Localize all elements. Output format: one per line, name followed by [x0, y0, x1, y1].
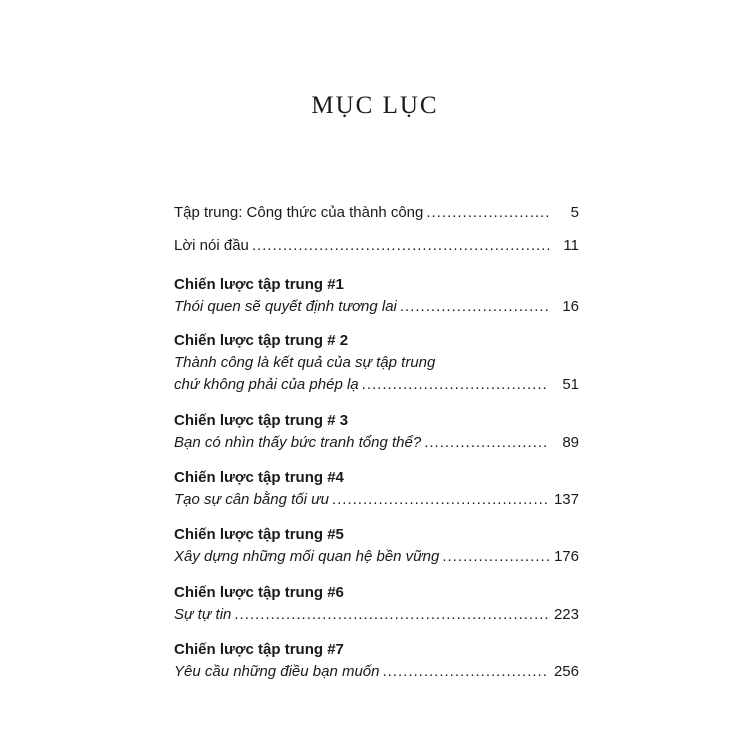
toc-entry-title: Tập trung: Công thức của thành công: [174, 204, 424, 221]
toc-entry-strategy-6: [174, 582, 579, 626]
page-number: 137: [553, 491, 579, 508]
toc-entry-title: Sự tự tin: [174, 606, 232, 623]
dot-leader: [383, 661, 550, 683]
toc-line: [174, 604, 579, 626]
toc-line: [174, 489, 579, 511]
toc-entry-title: Tạo sự cân bằng tối ưu: [174, 491, 329, 508]
dot-leader: [332, 489, 549, 511]
toc-line: [174, 235, 579, 257]
dot-leader: [442, 546, 549, 568]
dot-leader: [252, 235, 549, 257]
strategy-heading: Chiến lược tập trung #6: [174, 584, 344, 601]
toc-entry-strategy-5: [174, 524, 579, 568]
toc-line: [174, 202, 579, 224]
strategy-heading: Chiến lược tập trung #4: [174, 469, 344, 486]
toc-entry-foreword-intro: [174, 202, 579, 224]
toc-entry-preface: [174, 235, 579, 257]
toc-entry-strategy-7: [174, 639, 579, 683]
page-number: 223: [553, 606, 579, 623]
page-number: 89: [562, 434, 579, 451]
page-number: 51: [562, 376, 579, 393]
dot-leader: [362, 374, 549, 396]
toc-entry-strategy-2: [174, 330, 579, 396]
toc-line: [174, 296, 579, 318]
dot-leader: [426, 202, 549, 224]
page-number: 176: [553, 548, 579, 565]
toc-entry-strategy-3: [174, 410, 579, 454]
toc-line: [174, 661, 579, 683]
toc-line: [174, 432, 579, 454]
page-number: 11: [563, 237, 579, 254]
strategy-heading: Chiến lược tập trung # 2: [174, 332, 349, 349]
strategy-heading: Chiến lược tập trung #5: [174, 526, 344, 543]
page-number: 256: [553, 663, 579, 680]
toc-entry-title: Bạn có nhìn thấy bức tranh tổng thể?: [174, 434, 422, 451]
toc-line: [174, 546, 579, 568]
toc-entry-title: Yêu cầu những điều bạn muốn: [174, 663, 380, 680]
page-number: 5: [570, 204, 579, 221]
toc-entry-title: Thói quen sẽ quyết định tương lai: [174, 298, 397, 315]
toc-entry-strategy-1: [174, 274, 579, 318]
dot-leader: [234, 604, 549, 626]
toc-entry-title-continued: chứ không phải của phép lạ: [174, 376, 359, 393]
toc-entry-title: Xây dựng những mối quan hệ bền vững: [174, 548, 440, 565]
strategy-heading: Chiến lược tập trung # 3: [174, 412, 349, 429]
dot-leader: [400, 296, 549, 318]
strategy-heading: Chiến lược tập trung #1: [174, 276, 344, 293]
toc-entry-title: Lời nói đầu: [174, 237, 249, 254]
strategy-heading: Chiến lược tập trung #7: [174, 641, 344, 658]
page-title: MỤC LỤC: [311, 92, 439, 119]
toc-line: [174, 374, 579, 396]
page-number: 16: [562, 298, 579, 315]
toc-line: [174, 352, 579, 374]
toc-entry-strategy-4: [174, 467, 579, 511]
toc-entry-title: Thành công là kết quả của sự tập trung: [174, 354, 436, 371]
dot-leader: [424, 432, 549, 454]
